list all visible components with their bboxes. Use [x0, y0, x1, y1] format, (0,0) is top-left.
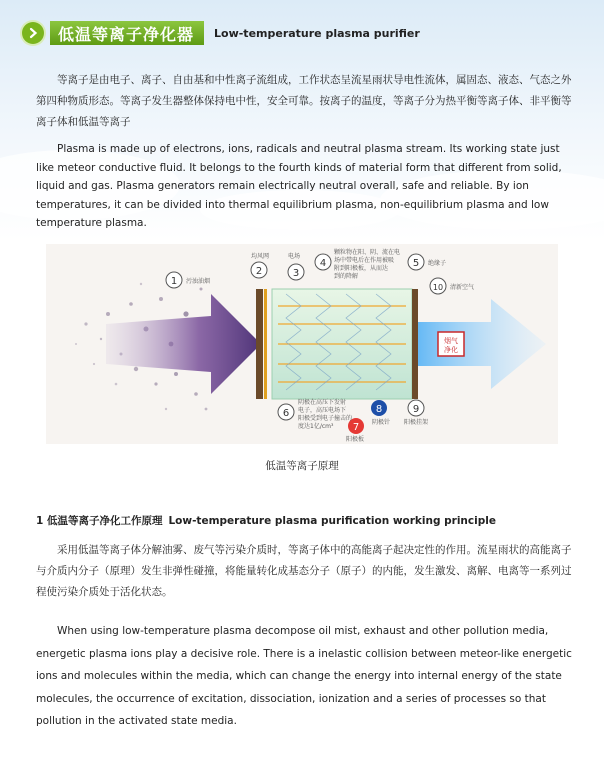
- svg-text:到的降解: 到的降解: [334, 273, 359, 280]
- label-number-7: 7: [352, 422, 360, 433]
- polluted-air-arrow: [106, 294, 261, 394]
- svg-text:附到阳极板，从而达: 附到阳极板，从而达: [334, 265, 389, 272]
- svg-text:烟气: 烟气: [444, 337, 458, 345]
- label-number-1: 1: [170, 276, 178, 287]
- label-number-9: 9: [412, 404, 420, 415]
- svg-text:净化: 净化: [444, 346, 458, 354]
- label-air-mesh: 均风网: [251, 253, 270, 260]
- section-paragraph-english: When using low-temperature plasma decompose oil mist, exhaust and other pollution media, energetic plasma ions play a decisive role. There is a inelastic collision between meteor-like energetic ions and molecules within the media, which can change the energy into internal energy of the state molecules, the occurrence of excitation, dissociation, ionization and a series of processes so that pollution in the activated state media.: [36, 625, 572, 727]
- page-title: 低温等离子净化器: [50, 21, 204, 45]
- anode-frame: [412, 289, 418, 399]
- section-paragraph-chinese: 采用低温等离子体分解油雾、废气等污染介质时，等离子体中的高能离子起决定性的作用。流星雨状的高能离子与介质内分子（原理）发生非弹性碰撞，将能量转化成基态分子（原子）的内能，发生激发、离解、电离等一系列过程使污染介质处于活化状态。: [36, 544, 572, 598]
- label-anode-rack: 阳极挂架: [404, 419, 429, 426]
- intro-paragraph-chinese: 等离子是由电子、离子、自由基和中性离子流组成，工作状态呈流星雨状导电性流体，属固态、液态、气态之外第四种物质形态。等离子发生器整体保持电中性，安全可靠。按离子的温度，等离子分为热平衡等离子体、非平衡等离子体和低温等离子: [36, 74, 572, 128]
- diagram-caption: 低温等离子原理: [265, 460, 339, 472]
- label-clean-air: 清新空气: [450, 284, 475, 291]
- svg-text:度达1亿/cm³: 度达1亿/cm³: [298, 423, 334, 430]
- label-cathode-desc: 阴极在高压下发射: [298, 399, 347, 406]
- label-number-5: 5: [412, 258, 420, 269]
- svg-text:场中带电后在作用被吸: 场中带电后在作用被吸: [334, 257, 395, 264]
- label-number-6: 6: [282, 408, 290, 419]
- air-equalizer-mesh: [256, 289, 263, 399]
- label-number-10: 10: [432, 283, 444, 292]
- section-heading: [36, 513, 496, 528]
- label-anode-plate: 阳极板: [346, 436, 365, 443]
- page-header: [22, 20, 420, 46]
- stamp-seal: [438, 332, 464, 356]
- svg-text:电子，高压电场下: 电子，高压电场下: [298, 407, 347, 414]
- chevron-right-icon: [22, 22, 44, 44]
- label-particle-desc: 颗粒物在阳、阴、流在电: [334, 249, 401, 256]
- svg-text:阳极受到电子撞击的: 阳极受到电子撞击的: [298, 415, 353, 422]
- section-heading-english: Low-temperature plasma purification working principle: [168, 515, 496, 527]
- label-cathode-needle: 阴极针: [372, 419, 391, 426]
- label-electric-field: 电场: [288, 253, 301, 260]
- section-heading-chinese: 1 低温等离子净化工作原理: [36, 515, 163, 527]
- label-insulator: 绝缘子: [428, 260, 447, 267]
- intro-paragraph-english: Plasma is made up of electrons, ions, radicals and neutral plasma stream. Its working state just like meteor conductive fluid. It belongs to the fourth kinds of material form that different from solid, liquid and gas. Plasma generators remain electrically neutral overall, safe and reliable. By ion temperatures, it can be divided into thermal equilibrium plasma, non-equilibrium plasma and low temperature plasma.: [36, 143, 562, 229]
- label-number-4: 4: [319, 258, 327, 269]
- label-number-2: 2: [255, 266, 263, 277]
- label-number-8: 8: [375, 404, 383, 415]
- label-polluted-fumes: 污浊油烟: [186, 278, 211, 285]
- page-title-english: Low-temperature plasma purifier: [214, 26, 420, 40]
- plasma-principle-diagram: [46, 244, 558, 444]
- label-number-3: 3: [292, 268, 300, 279]
- clean-air-arrow: [411, 299, 546, 389]
